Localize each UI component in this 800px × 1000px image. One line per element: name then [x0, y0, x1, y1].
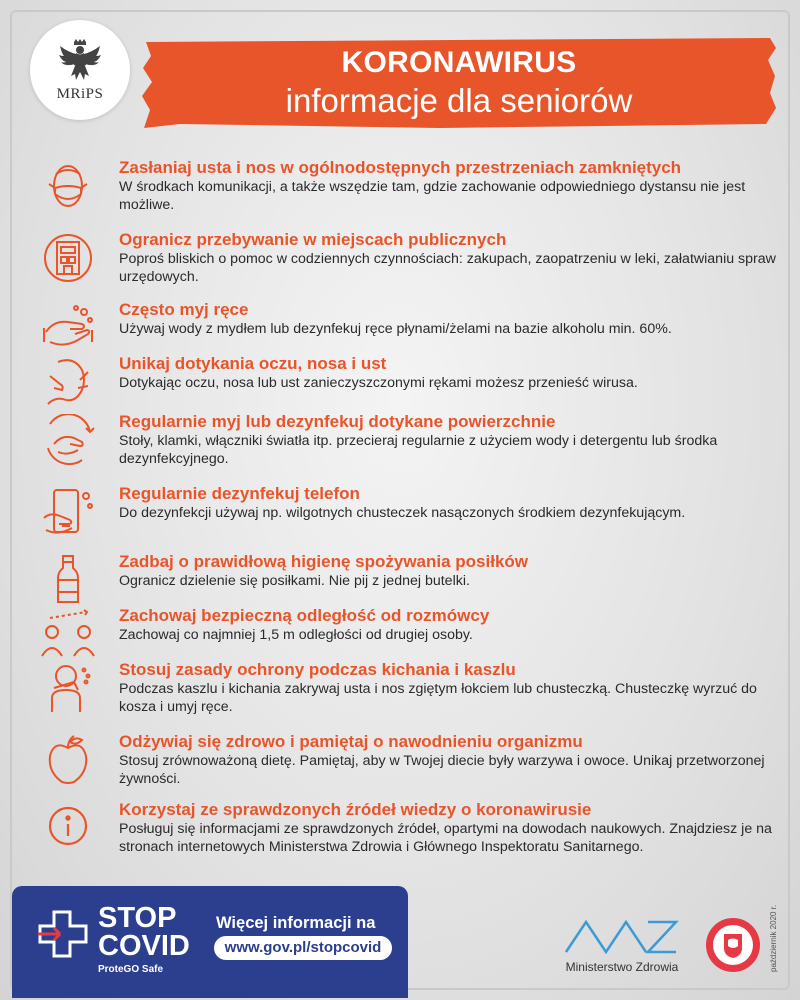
item-description: Posługuj się informacjami ze sprawdzonych źródeł, opartymi na dowodach naukowych. Znajdziesz je na stronach internetowych Ministerstwa Zdrowia i Głównego Inspektoratu Sanitarnego. [119, 821, 772, 855]
item-title: Regularnie myj lub dezynfekuj dotykane powierzchnie [119, 412, 556, 431]
item-title: Unikaj dotykania oczu, nosa i ust [119, 354, 387, 373]
stopcovid-cross-icon [34, 906, 92, 960]
stopcovid-footer [12, 886, 408, 998]
page-title: KORONAWIRUS [341, 46, 577, 79]
stopcovid-stop: STOP [98, 902, 177, 934]
item-description: Podczas kaszlu i kichania zakrywaj usta i nos zgiętym łokciem lub chusteczką. Chusteczkę wyrzuć do kosza i umyj ręce. [119, 681, 757, 715]
item-description: Zachowaj co najmniej 1,5 m odległości od drugiej osoby. [119, 627, 473, 643]
item-title: Zasłaniaj usta i nos w ogólnodostępnych przestrzeniach zamkniętych [119, 158, 682, 177]
face-mask-icon [40, 160, 96, 212]
sneeze-icon [40, 662, 96, 714]
bottle-icon [40, 554, 96, 606]
item-description: Stoły, klamki, włączniki światła itp. przecieraj regularnie z użyciem wody i detergentu lub środka dezynfekcyjnego. [119, 433, 718, 467]
item-title: Odżywiaj się zdrowo i pamiętaj o nawodnieniu organizmu [119, 732, 583, 751]
item-description: Używaj wody z mydłem lub dezynfekuj ręce płynami/żelami na bazie alkoholu min. 60%. [119, 321, 672, 337]
item-description: W środkach komunikacji, a także wszędzie tam, gdzie zachowanie odpowiedniego dystansu nie jest możliwe. [119, 179, 746, 213]
item-title: Zachowaj bezpieczną odległość od rozmówcy [119, 606, 490, 625]
apple-icon [40, 734, 96, 786]
distance-icon [40, 608, 96, 660]
stopcovid-url-link[interactable]: www.gov.pl/stopcovid [214, 936, 392, 960]
item-title: Stosuj zasady ochrony podczas kichania i kaszlu [119, 660, 516, 679]
item-title: Regularnie dezynfekuj telefon [119, 484, 360, 503]
item-description: Stosuj zrównoważoną dietę. Pamiętaj, aby w Twojej diecie były warzywa i owoce. Unikaj przetworzonej żywności. [119, 753, 765, 787]
mrips-logo [30, 20, 130, 120]
building-icon [40, 232, 96, 284]
item-description: Do dezynfekcji używaj np. wilgotnych chusteczek nasączonych środkiem dezynfekującym. [119, 505, 686, 521]
item-description: Dotykając oczu, nosa lub ust zanieczyszczonymi rękami możesz przenieść wirusa. [119, 375, 638, 391]
item-title: Ogranicz przebywanie w miejscach publicznych [119, 230, 507, 249]
ministry-name: Ministerstwo Zdrowia [565, 960, 679, 974]
info-icon [40, 802, 96, 854]
polish-eagle-icon [58, 38, 102, 84]
header-banner [140, 38, 778, 128]
handwash-icon [40, 302, 96, 354]
phone-clean-icon [40, 486, 96, 538]
more-info-text: Więcej informacji na [216, 914, 376, 932]
item-title: Często myj ręce [119, 300, 249, 319]
item-title: Korzystaj ze sprawdzonych źródeł wiedzy o koronawirusie [119, 800, 592, 819]
ministry-logo [560, 916, 684, 986]
stopcovid-covid: COVID [98, 930, 190, 962]
item-description: Poproś bliskich o pomoc w codziennych czynnościach: zakupach, zaopatrzeniu w leki, załatwianiu spraw urzędowych. [119, 251, 776, 285]
date-note: październik 2020 r. [769, 904, 778, 972]
item-description: Ogranicz dzielenie się posiłkami. Nie pij z jednej butelki. [119, 573, 470, 589]
protego-label: ProteGO Safe [98, 964, 164, 975]
logo-text: MRiPS [56, 85, 104, 102]
page-subtitle: informacje dla seniorów [285, 82, 633, 119]
ministry-mz-icon [564, 916, 680, 956]
gis-badge-icon [704, 916, 762, 974]
item-title: Zadbaj o prawidłową higienę spożywania posiłków [119, 552, 529, 571]
surface-clean-icon [40, 414, 96, 466]
face-touch-icon [40, 356, 96, 408]
